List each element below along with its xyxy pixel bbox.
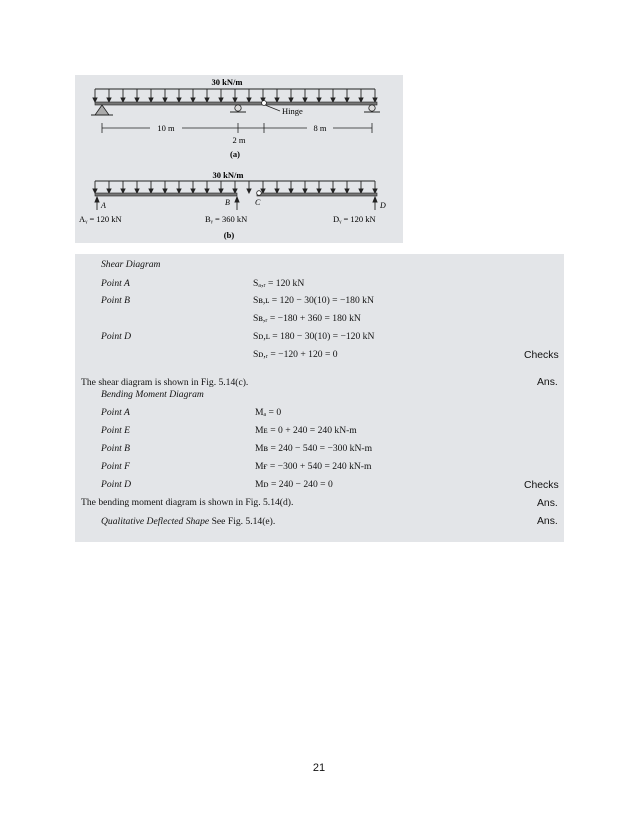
reaction-arrows: [95, 197, 377, 210]
load-arrow-head-icon: [331, 189, 335, 193]
roller-support-icon: [230, 105, 246, 112]
load-label-b: 30 kN/m: [212, 170, 244, 180]
beam-b-right: [257, 193, 377, 196]
load-arrow-head-icon: [317, 98, 321, 102]
shear-row-eq: Sᴅ,ʟ = 180 − 30(10) = −120 kN: [253, 331, 375, 342]
load-arrow-head-icon: [331, 98, 335, 102]
load-arrow-head-icon: [219, 98, 223, 102]
deflected-shape-ref: See Fig. 5.14(e).: [211, 516, 276, 527]
load-arrow-head-icon: [345, 98, 349, 102]
moment-row-label: Point B: [101, 443, 131, 454]
reaction-d-label: Dᵧ = 120 kN: [333, 214, 376, 224]
load-arrow-head-icon: [359, 98, 363, 102]
load-arrow-head-icon: [247, 189, 251, 193]
load-arrow-head-icon: [93, 98, 97, 102]
moment-row-eq: Mᴅ = 240 − 240 = 0: [255, 479, 333, 490]
moment-row-label: Point D: [101, 479, 132, 490]
deflected-shape-label: Qualitative Deflected Shape: [101, 516, 210, 527]
ans-note: Ans.: [537, 498, 558, 509]
ans-note: Ans.: [537, 516, 558, 527]
load-arrow-head-icon: [135, 98, 139, 102]
beam-diagram: [75, 75, 403, 243]
load-arrow-head-icon: [373, 98, 377, 102]
load-label-a: 30 kN/m: [211, 77, 243, 87]
load-arrow-head-icon: [247, 98, 251, 102]
load-arrow-head-icon: [93, 189, 97, 193]
load-arrow-head-icon: [149, 189, 153, 193]
point-b-label: B: [225, 198, 230, 207]
load-arrow-head-icon: [275, 98, 279, 102]
moment-statement: The bending moment diagram is shown in Fig. 5.14(d).: [81, 497, 294, 508]
point-c-label: C: [255, 198, 261, 207]
load-arrow-head-icon: [205, 189, 209, 193]
point-a-label: A: [101, 201, 106, 210]
shear-row-label: Point A: [101, 278, 130, 289]
load-arrow-head-icon: [219, 189, 223, 193]
load-arrow-head-icon: [121, 189, 125, 193]
point-d-label: D: [380, 201, 386, 210]
roller-support-icon: [364, 105, 380, 112]
load-arrow-head-icon: [177, 189, 181, 193]
shear-row-eq: Sₐ,ᵣ = 120 kN: [253, 278, 305, 289]
deflected-shape-line: [101, 516, 275, 527]
distributed-load-b: [93, 181, 377, 193]
moment-row-eq: Mᴇ = 0 + 240 = 240 kN-m: [255, 425, 357, 436]
load-arrow-head-icon: [289, 98, 293, 102]
load-arrow-head-icon: [163, 98, 167, 102]
hinge-label: Hinge: [282, 106, 303, 116]
load-arrow-head-icon: [149, 98, 153, 102]
load-arrow-head-icon: [289, 189, 293, 193]
load-arrow-head-icon: [275, 189, 279, 193]
span-right-label: 8 m: [313, 123, 327, 133]
ans-note: Ans.: [537, 377, 558, 388]
moment-row-label: Point A: [101, 407, 130, 418]
load-arrow-head-icon: [107, 189, 111, 193]
hinge-icon: [257, 191, 262, 196]
load-arrow-head-icon: [359, 189, 363, 193]
shear-row-label: Point B: [101, 295, 131, 306]
load-arrow-head-icon: [233, 189, 237, 193]
load-arrow-head-icon: [345, 189, 349, 193]
load-arrow-head-icon: [177, 98, 181, 102]
load-arrow-head-icon: [191, 189, 195, 193]
load-arrow-head-icon: [163, 189, 167, 193]
reaction-b-label: Bᵧ = 360 kN: [205, 214, 248, 224]
checks-note: Checks: [524, 480, 559, 491]
load-arrow-head-icon: [121, 98, 125, 102]
load-arrow-head-icon: [373, 189, 377, 193]
load-arrow-head-icon: [303, 189, 307, 193]
beam-figure: [75, 75, 403, 243]
load-arrow-head-icon: [135, 189, 139, 193]
shear-row-eq: Sᴅ,ᵣ = −120 + 120 = 0: [253, 349, 338, 360]
shear-row-eq: Sʙ,ʟ = 120 − 30(10) = −180 kN: [253, 295, 374, 306]
load-arrow-head-icon: [191, 98, 195, 102]
reaction-a-label: Aᵧ = 120 kN: [79, 214, 122, 224]
load-arrow-head-icon: [107, 98, 111, 102]
moment-row-label: Point F: [101, 461, 131, 472]
shear-title: Shear Diagram: [101, 259, 161, 270]
dimension-lines: [102, 123, 372, 133]
distributed-load-a: [93, 89, 377, 102]
caption-b: (b): [223, 230, 235, 240]
moment-row-eq: Mₐ = 0: [255, 407, 282, 418]
moment-title: Bending Moment Diagram: [101, 389, 204, 400]
load-arrow-head-icon: [205, 98, 209, 102]
shear-row-eq: Sʙ,ᵣ = −180 + 360 = 180 kN: [253, 313, 361, 324]
load-arrow-head-icon: [303, 98, 307, 102]
checks-note: Checks: [524, 350, 559, 361]
shear-statement: The shear diagram is shown in Fig. 5.14(c).: [81, 377, 249, 388]
load-arrow-head-icon: [317, 189, 321, 193]
moment-row-eq: Mʙ = 240 − 540 = −300 kN-m: [255, 443, 373, 454]
pin-support-icon: [91, 105, 113, 115]
caption-a: (a): [230, 149, 240, 159]
span-left-label: 10 m: [157, 123, 175, 133]
span-mid-label: 2 m: [232, 135, 246, 145]
shear-row-label: Point D: [101, 331, 132, 342]
page-number: 21: [312, 762, 326, 774]
load-arrow-head-icon: [233, 98, 237, 102]
beam-b-left: [95, 193, 237, 196]
beam-a: [95, 102, 377, 105]
moment-row-label: Point E: [101, 425, 131, 436]
moment-row-eq: Mғ = −300 + 540 = 240 kN-m: [255, 461, 372, 472]
